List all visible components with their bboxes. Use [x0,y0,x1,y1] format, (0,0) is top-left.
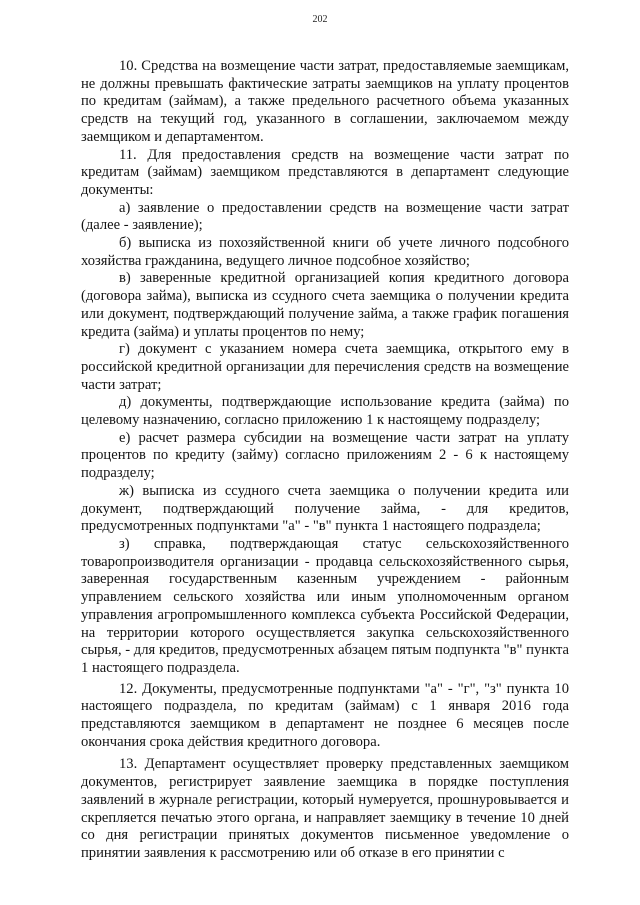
paragraph-11: 11. Для предоставления средств на возмещение части затрат по кредитам (займам) заемщиком представляются в департамент следующие документы: [81,146,569,198]
paragraph-13: 13. Департамент осуществляет проверку представленных заемщиком документов, регистрирует заявление заемщика в порядке поступления заявлений в журнале регистрации, который нумеруется, прошнуровывается и скрепляется печатью этого органа, и направляет заемщику в течение 10 дней со дня регистрации принятых документов письменное уведомление о принятии заявления к рассмотрению или об отказе в его принятии с [81,756,569,861]
list-item-z: з) справка, подтверждающая статус сельскохозяйственного товаропроизводителя организации - продавца сельскохозяйственного сырья, заверенная государственным казенным учреждением - районным управлением сельского хозяйства или иным уполномоченным органом управления агропромышленного комплекса субъекта Российской Федерации, на территории которого осуществляется закупка сельскохозяйственного сырья, - для кредитов, предусмотренных абзацем пятым подпункта "в" пункта 1 настоящего подраздела. [81,535,569,676]
list-item-v: в) заверенные кредитной организацией копия кредитного договора (договора займа), выписка из ссудного счета заемщика о получении кредита или документ, подтверждающий получение займа, а также график погашения кредита (займа) и уплаты процентов по нему; [81,270,569,340]
list-item-zh: ж) выписка из ссудного счета заемщика о получении кредита или документ, подтверждающий получение займа, - для кредитов, предусмотренных подпунктами "а" - "в" пункта 1 настоящего подраздела; [81,482,569,535]
document-body [81,58,569,863]
list-item-b: б) выписка из похозяйственной книги об учете личного подсобного хозяйства гражданина, ведущего личное подсобное хозяйство; [81,235,569,269]
list-item-e: е) расчет размера субсидии на возмещение части затрат на уплату процентов по кредиту (займу) согласно приложениям 2 - 6 к настоящему подразделу; [81,429,569,482]
list-item-g: г) документ с указанием номера счета заемщика, открытого ему в российской кредитной организации для перечисления средств на возмещение части затрат; [81,341,569,393]
paragraph-10: 10. Средства на возмещение части затрат, предоставляемые заемщикам, не должны превышать фактические затраты заемщиков на уплату процентов по кредитам (займам), а также предельного расчетного объема указанных средств на текущий год, указанного в соглашении, заключаемом между заемщиком и департаментом. [81,58,569,145]
list-item-a: а) заявление о предоставлении средств на возмещение части затрат (далее - заявление); [81,199,569,234]
paragraph-12: 12. Документы, предусмотренные подпунктами "а" - "г", "з" пункта 10 настоящего подраздела, по кредитам (займам) с 1 января 2016 года представляются заемщиком в департамент не позднее 6 месяцев после окончания срока действия кредитного договора. [81,680,569,750]
page-number: 202 [312,14,328,25]
list-item-d: д) документы, подтверждающие использование кредита (займа) по целевому назначению, согласно приложению 1 к настоящему подразделу; [81,394,569,429]
